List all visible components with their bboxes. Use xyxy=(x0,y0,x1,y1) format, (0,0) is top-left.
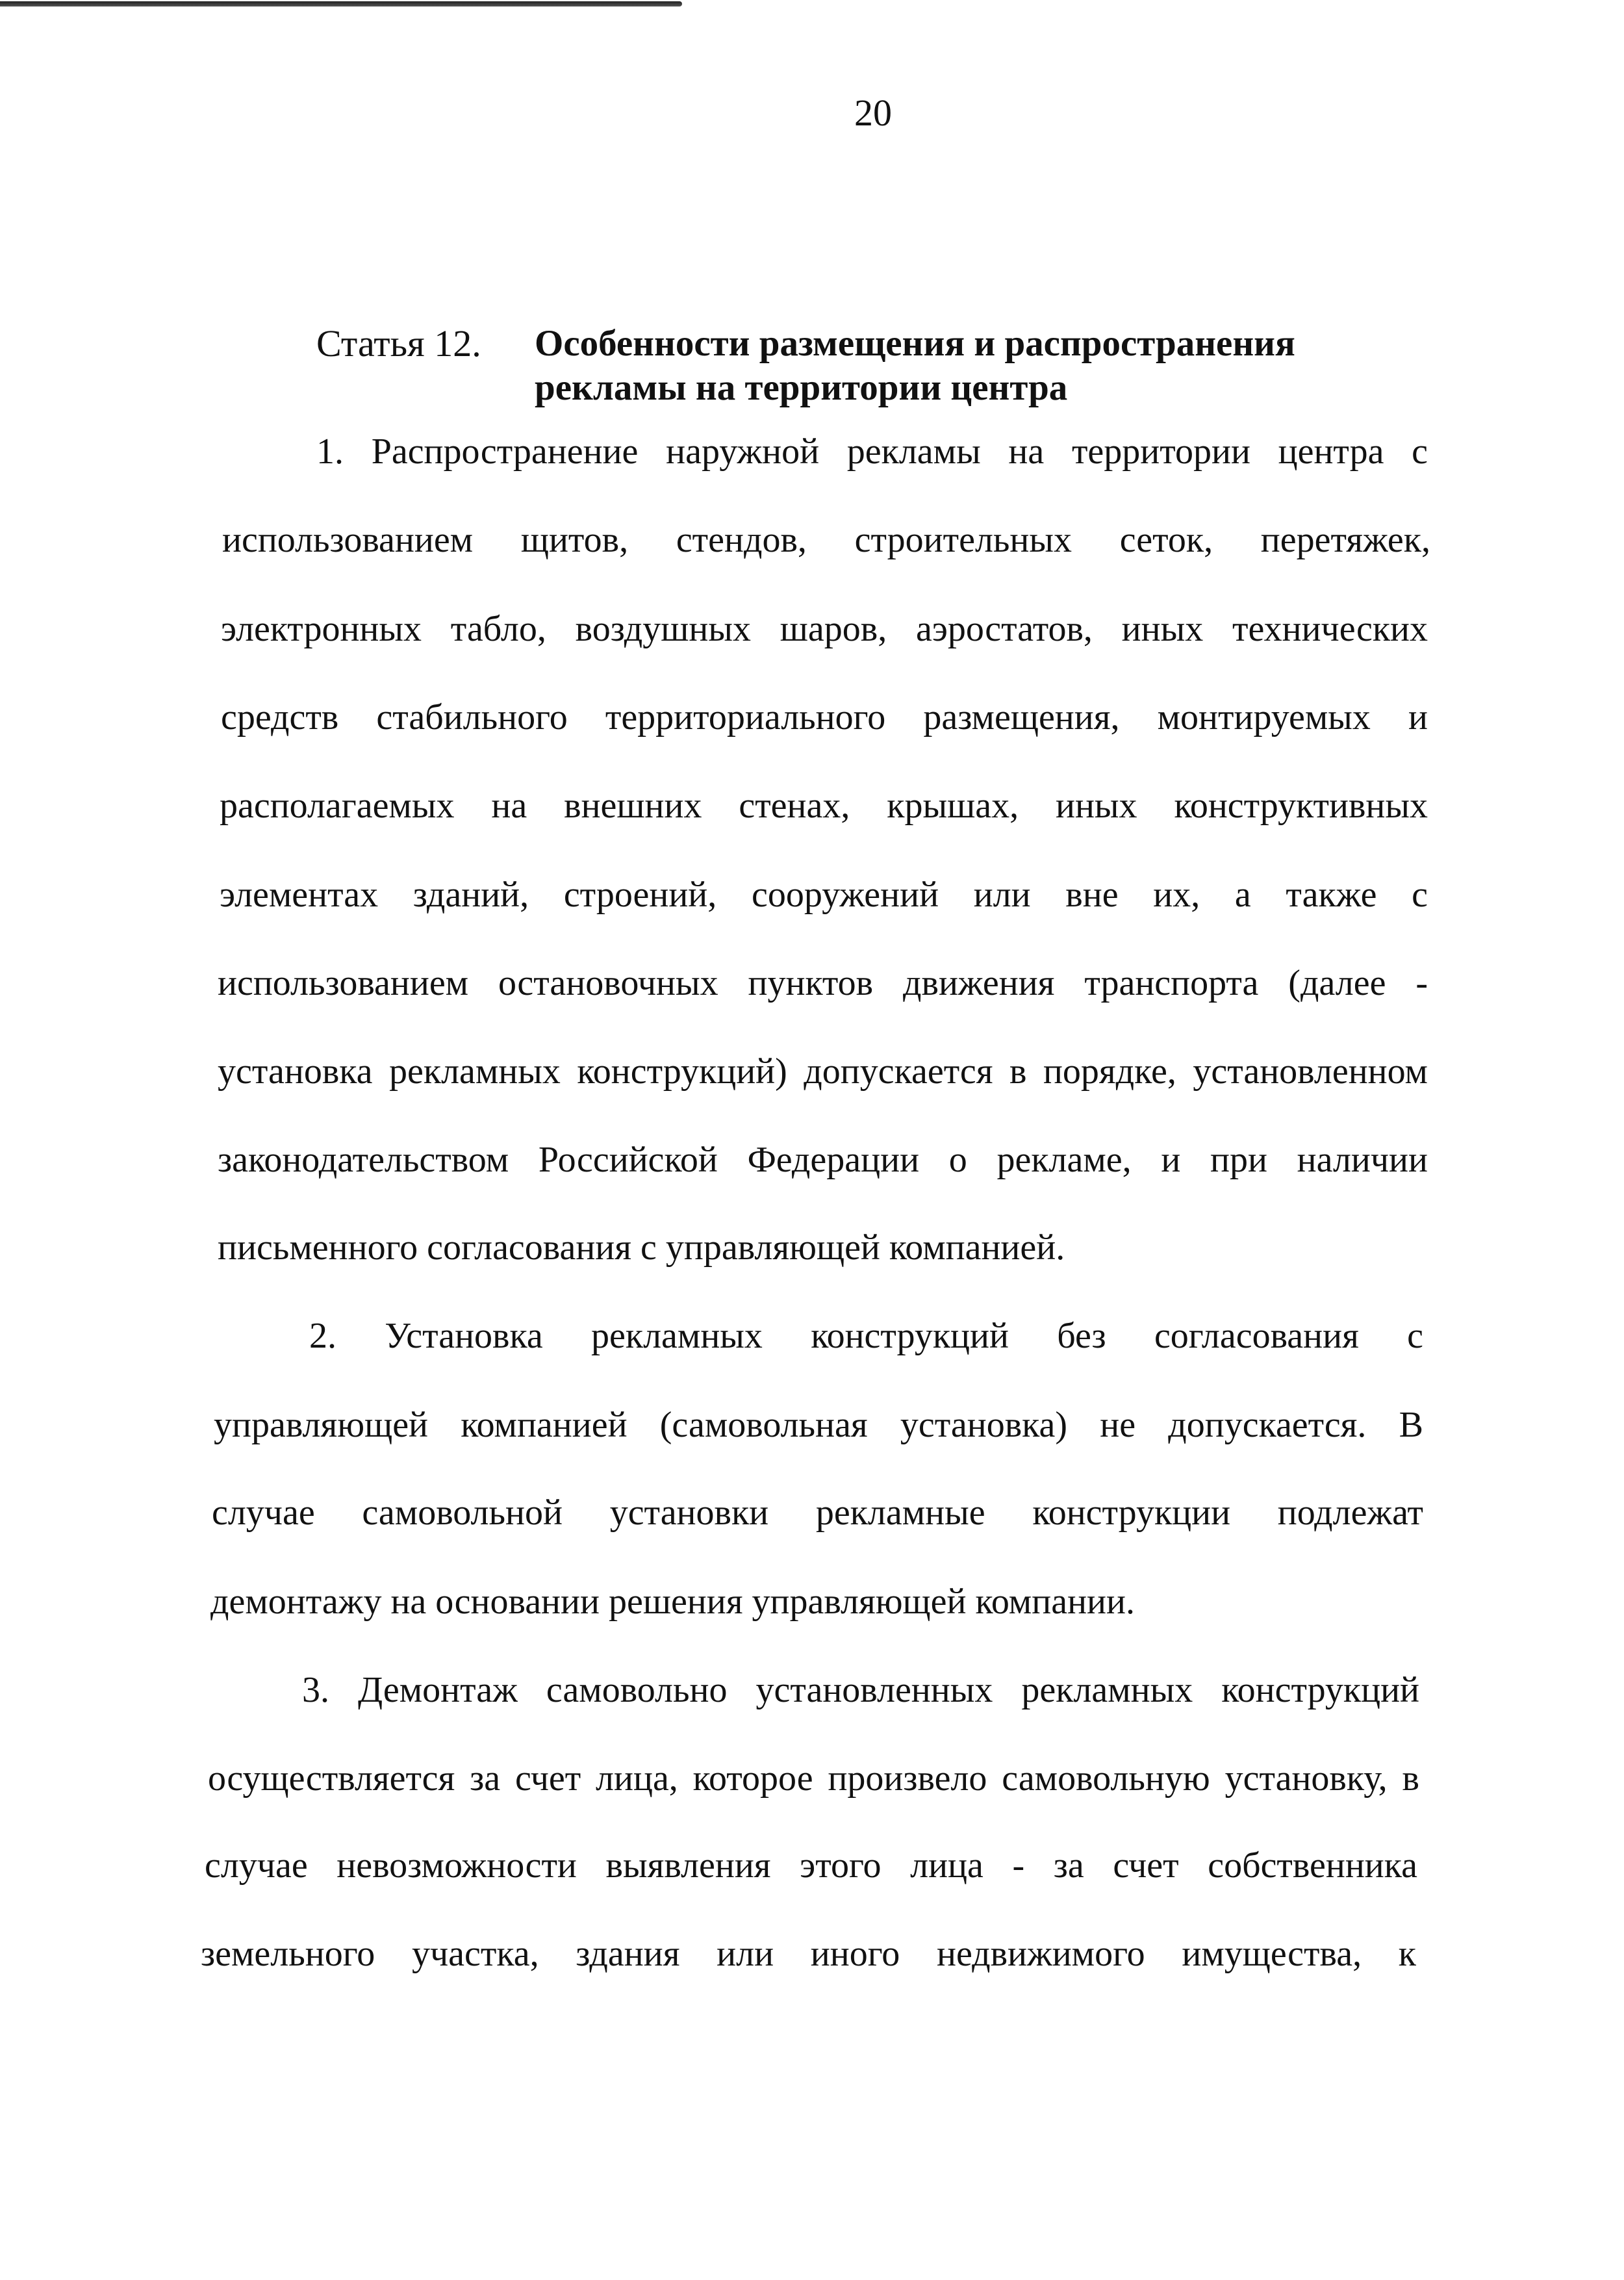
body-text-line: 1. Распространение наружной рекламы на территории центра с xyxy=(316,431,1428,472)
body-text-line: 3. Демонтаж самовольно установленных рекламных конструкций xyxy=(302,1670,1419,1710)
body-text-line: управляющей компанией (самовольная установка) не допускается. В xyxy=(214,1405,1423,1445)
scan-edge-artifact xyxy=(0,1,682,6)
body-text-line: случае самовольной установки рекламные конструкции подлежат xyxy=(212,1492,1423,1533)
body-text-line: 2. Установка рекламных конструкций без согласования с xyxy=(309,1316,1423,1356)
body-text-line: использованием щитов, стендов, строительных сеток, перетяжек, xyxy=(222,520,1430,560)
article-title-line: рекламы на территории центра xyxy=(535,367,1068,408)
body-text-line: земельного участка, здания или иного недвижимого имущества, к xyxy=(201,1934,1416,1974)
body-text-line: демонтажу на основании решения управляющей компании. xyxy=(210,1582,1135,1622)
article-title xyxy=(535,322,1295,410)
body-text-line: установка рекламных конструкций) допускается в порядке, установленном xyxy=(218,1051,1428,1092)
page-number: 20 xyxy=(854,92,892,134)
article-title-line: Особенности размещения и распространения xyxy=(535,323,1295,364)
body-text-line: элементах зданий, строений, сооружений или вне их, а также с xyxy=(220,875,1428,915)
body-text-line: электронных табло, воздушных шаров, аэростатов, иных технических xyxy=(221,609,1428,649)
body-text-line: письменного согласования с управляющей компанией. xyxy=(218,1227,1065,1268)
article-label: Статья 12. xyxy=(316,322,481,365)
body-text-line: использованием остановочных пунктов движения транспорта (далее - xyxy=(218,963,1428,1003)
body-text-line: законодательством Российской Федерации о рекламе, и при наличии xyxy=(218,1140,1428,1180)
body-text-line: располагаемых на внешних стенах, крышах, иных конструктивных xyxy=(220,786,1428,826)
body-text-line: осуществляется за счет лица, которое произвело самовольную установку, в xyxy=(208,1758,1419,1799)
body-text-line: случае невозможности выявления этого лица - за счет собственника xyxy=(205,1845,1417,1886)
body-text-line: средств стабильного территориального размещения, монтируемых и xyxy=(221,697,1428,737)
